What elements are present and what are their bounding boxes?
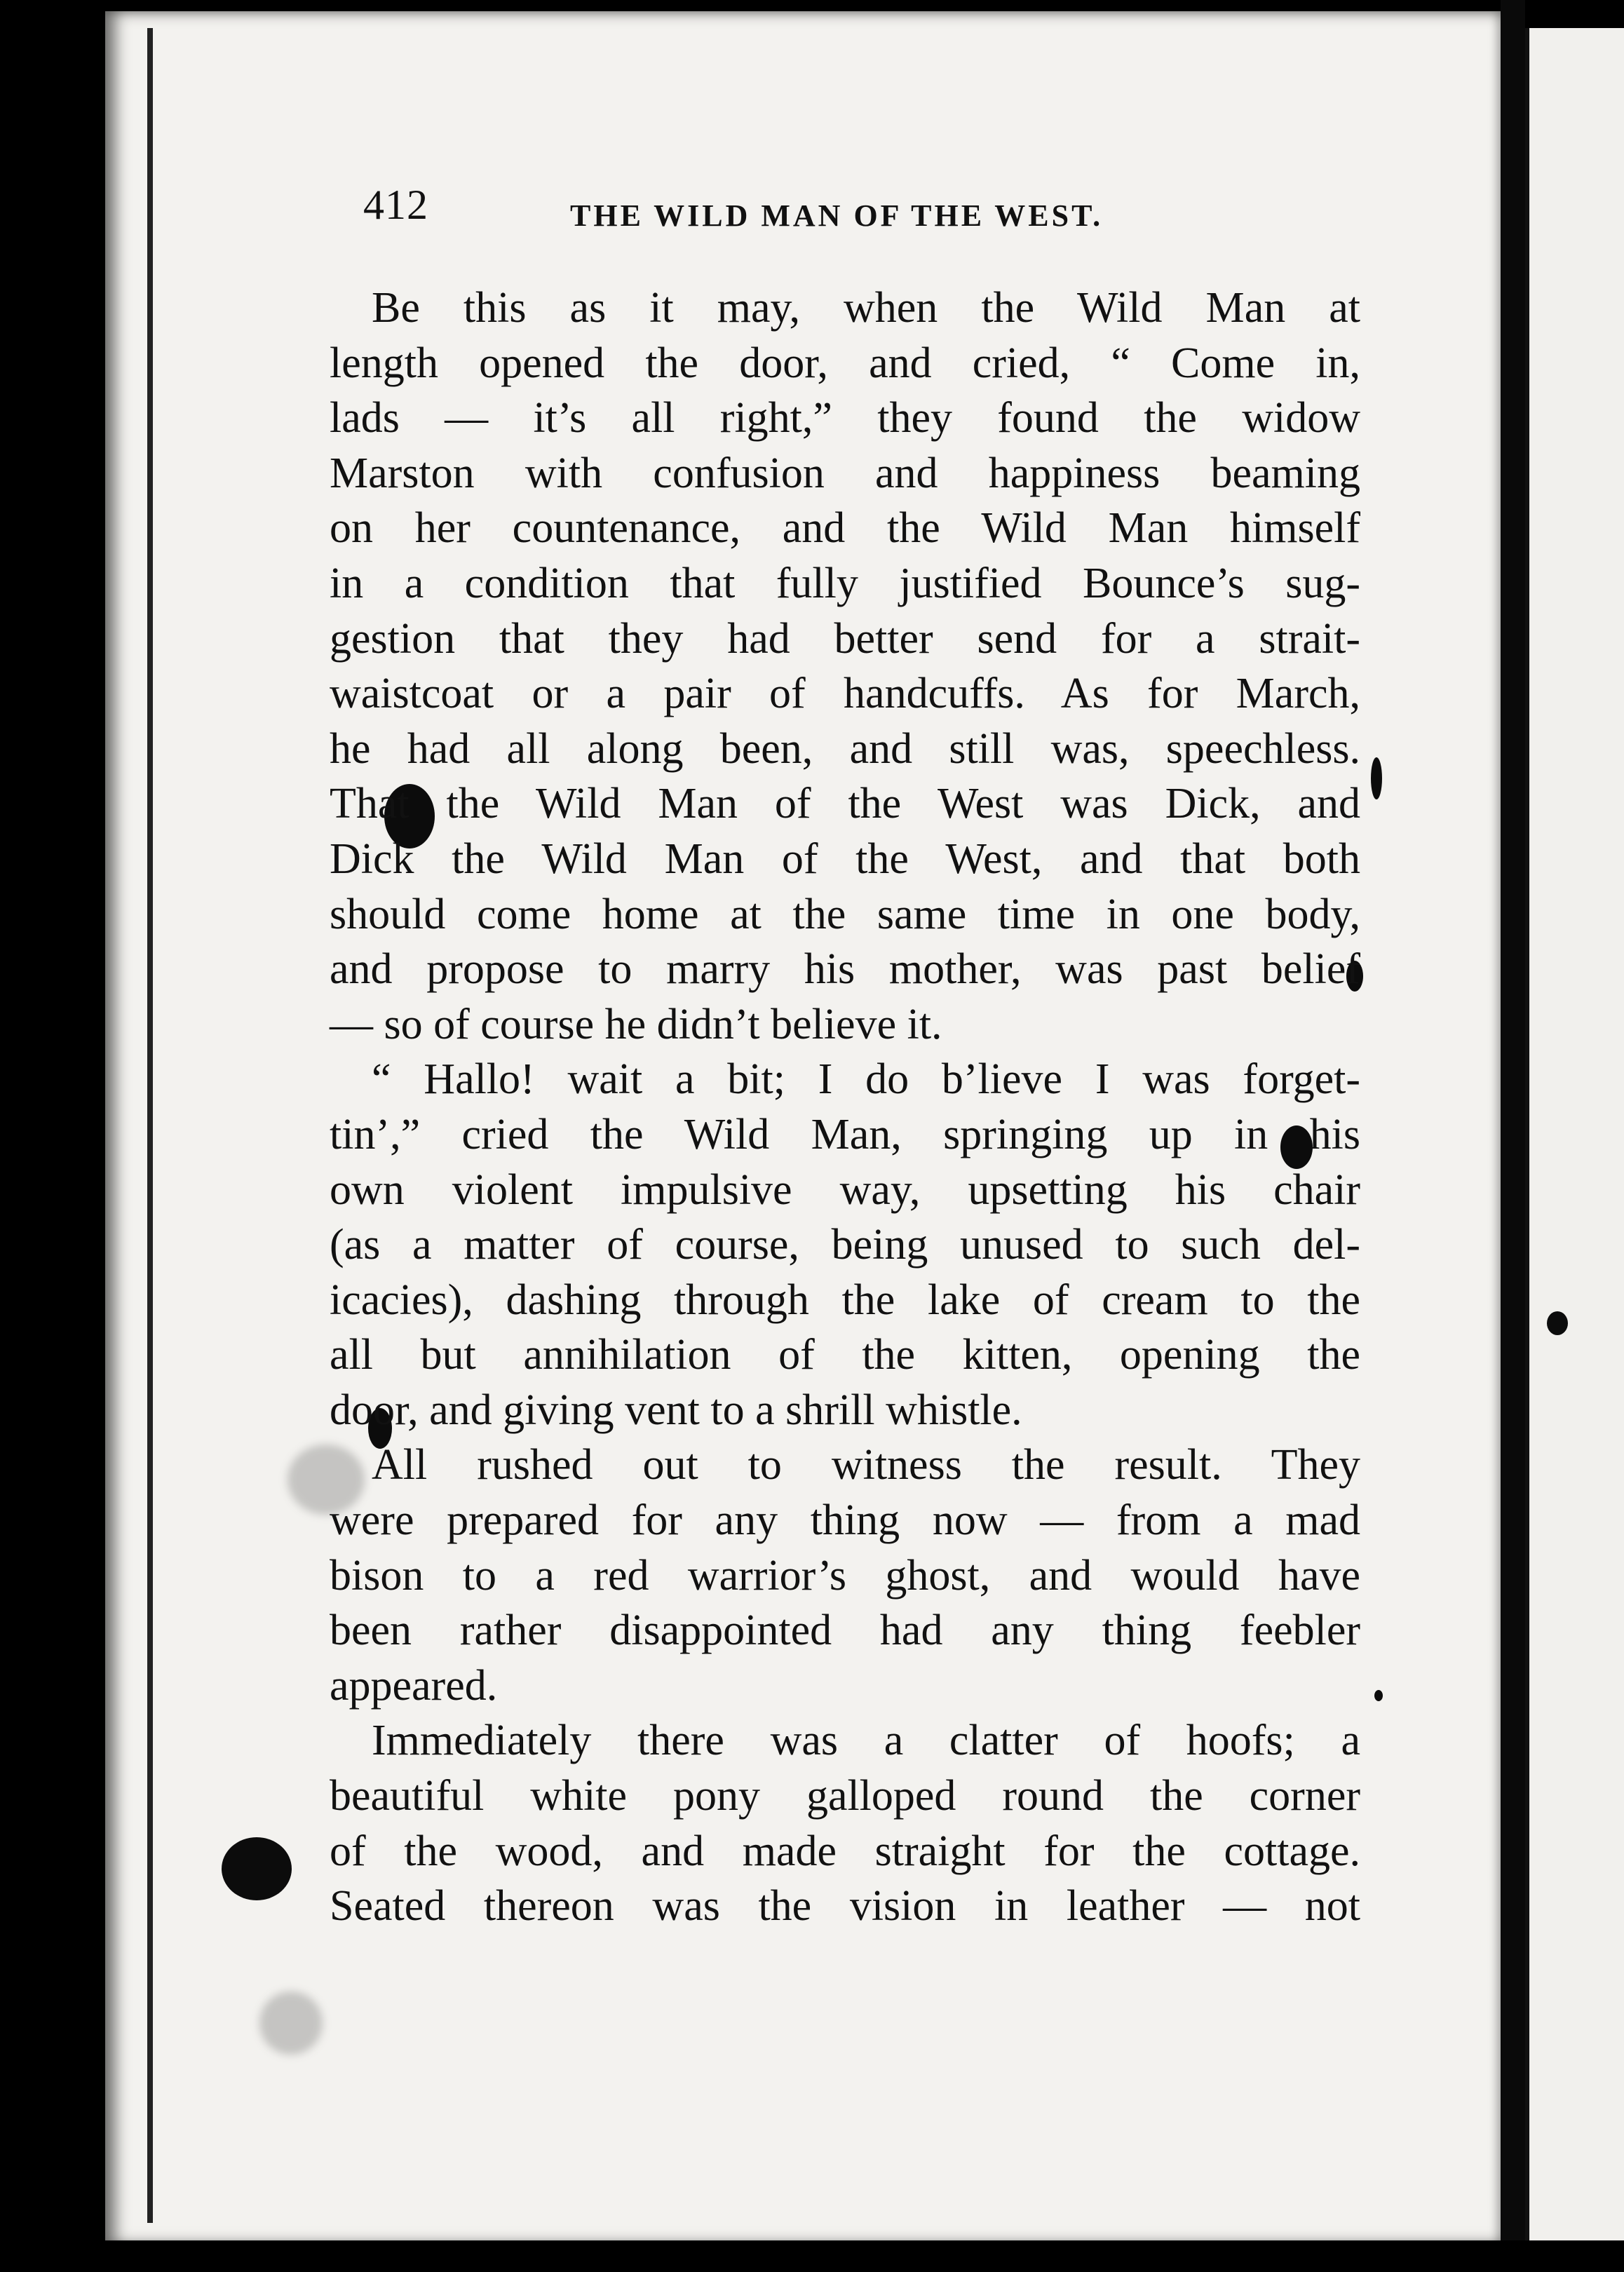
smudge bbox=[259, 1992, 323, 2055]
text-line: gestion that they had better send for a strait- bbox=[330, 614, 1360, 663]
text-line: beautiful white pony galloped round the corner bbox=[330, 1772, 1360, 1820]
paragraph bbox=[330, 1438, 1360, 1713]
binding-strip bbox=[1501, 0, 1525, 2272]
page-number: 412 bbox=[363, 182, 428, 228]
text-line: “ Hallo! wait a bit; I do b’lieve I was forget- bbox=[372, 1055, 1360, 1104]
text-line: Be this as it may, when the Wild Man at bbox=[372, 284, 1360, 332]
text-line: Marston with confusion and happiness beaming bbox=[330, 449, 1360, 497]
text-line: he had all along been, and still was, speechless. bbox=[330, 724, 1360, 773]
text-line: door, and giving vent to a shrill whistle. bbox=[330, 1386, 1022, 1434]
text-line: should come home at the same time in one body, bbox=[330, 890, 1360, 938]
ink-speck bbox=[1371, 757, 1382, 799]
paragraph bbox=[330, 1052, 1360, 1438]
text-line: Seated thereon was the vision in leather — not bbox=[330, 1882, 1360, 1930]
scan-border-bottom bbox=[0, 2240, 1624, 2272]
text-line: and propose to marry his mother, was past belief bbox=[330, 945, 1360, 994]
running-title: THE WILD MAN OF THE WEST. bbox=[570, 198, 1104, 233]
text-line: on her countenance, and the Wild Man himself bbox=[330, 504, 1360, 553]
text-line: waistcoat or a pair of handcuffs. As for March, bbox=[330, 670, 1360, 718]
text-line: of the wood, and made straight for the cottage. bbox=[330, 1827, 1360, 1875]
adjacent-page-edge bbox=[1525, 28, 1624, 2251]
text-line: lads — it’s all right,” they found the widow bbox=[330, 394, 1360, 442]
text-line: That the Wild Man of the West was Dick, and bbox=[330, 780, 1360, 828]
text-line: in a condition that fully justified Bounce’s sug- bbox=[330, 559, 1360, 607]
text-line: own violent impulsive way, upsetting his chair bbox=[330, 1165, 1360, 1214]
page-gutter-shadow bbox=[147, 28, 153, 2223]
text-line: all but annihilation of the kitten, opening the bbox=[330, 1331, 1360, 1379]
ink-stain bbox=[1547, 1311, 1568, 1335]
text-line: appeared. bbox=[330, 1661, 498, 1710]
text-line: icacies), dashing through the lake of cream to the bbox=[330, 1276, 1360, 1324]
text-line: — so of course he didn’t believe it. bbox=[330, 1000, 942, 1048]
ink-stain bbox=[222, 1837, 292, 1900]
body-text bbox=[330, 280, 1360, 1934]
text-line: tin’,” cried the Wild Man, springing up in his bbox=[330, 1110, 1360, 1158]
text-line: (as a matter of course, being unused to such del- bbox=[330, 1221, 1360, 1269]
paragraph bbox=[330, 1713, 1360, 1933]
running-header bbox=[363, 181, 1373, 244]
text-line: been rather disappointed had any thing feebler bbox=[330, 1607, 1360, 1655]
ink-speck bbox=[1374, 1690, 1383, 1701]
text-line: length opened the door, and cried, “ Come in, bbox=[330, 339, 1360, 387]
text-line: All rushed out to witness the result. They bbox=[372, 1441, 1360, 1489]
text-line: Immediately there was a clatter of hoofs; a bbox=[372, 1717, 1360, 1765]
paragraph bbox=[330, 280, 1360, 1052]
text-line: were prepared for any thing now — from a mad bbox=[330, 1496, 1360, 1545]
text-line: Dick the Wild Man of the West, and that both bbox=[330, 834, 1360, 883]
text-line: bison to a red warrior’s ghost, and would have bbox=[330, 1551, 1360, 1600]
